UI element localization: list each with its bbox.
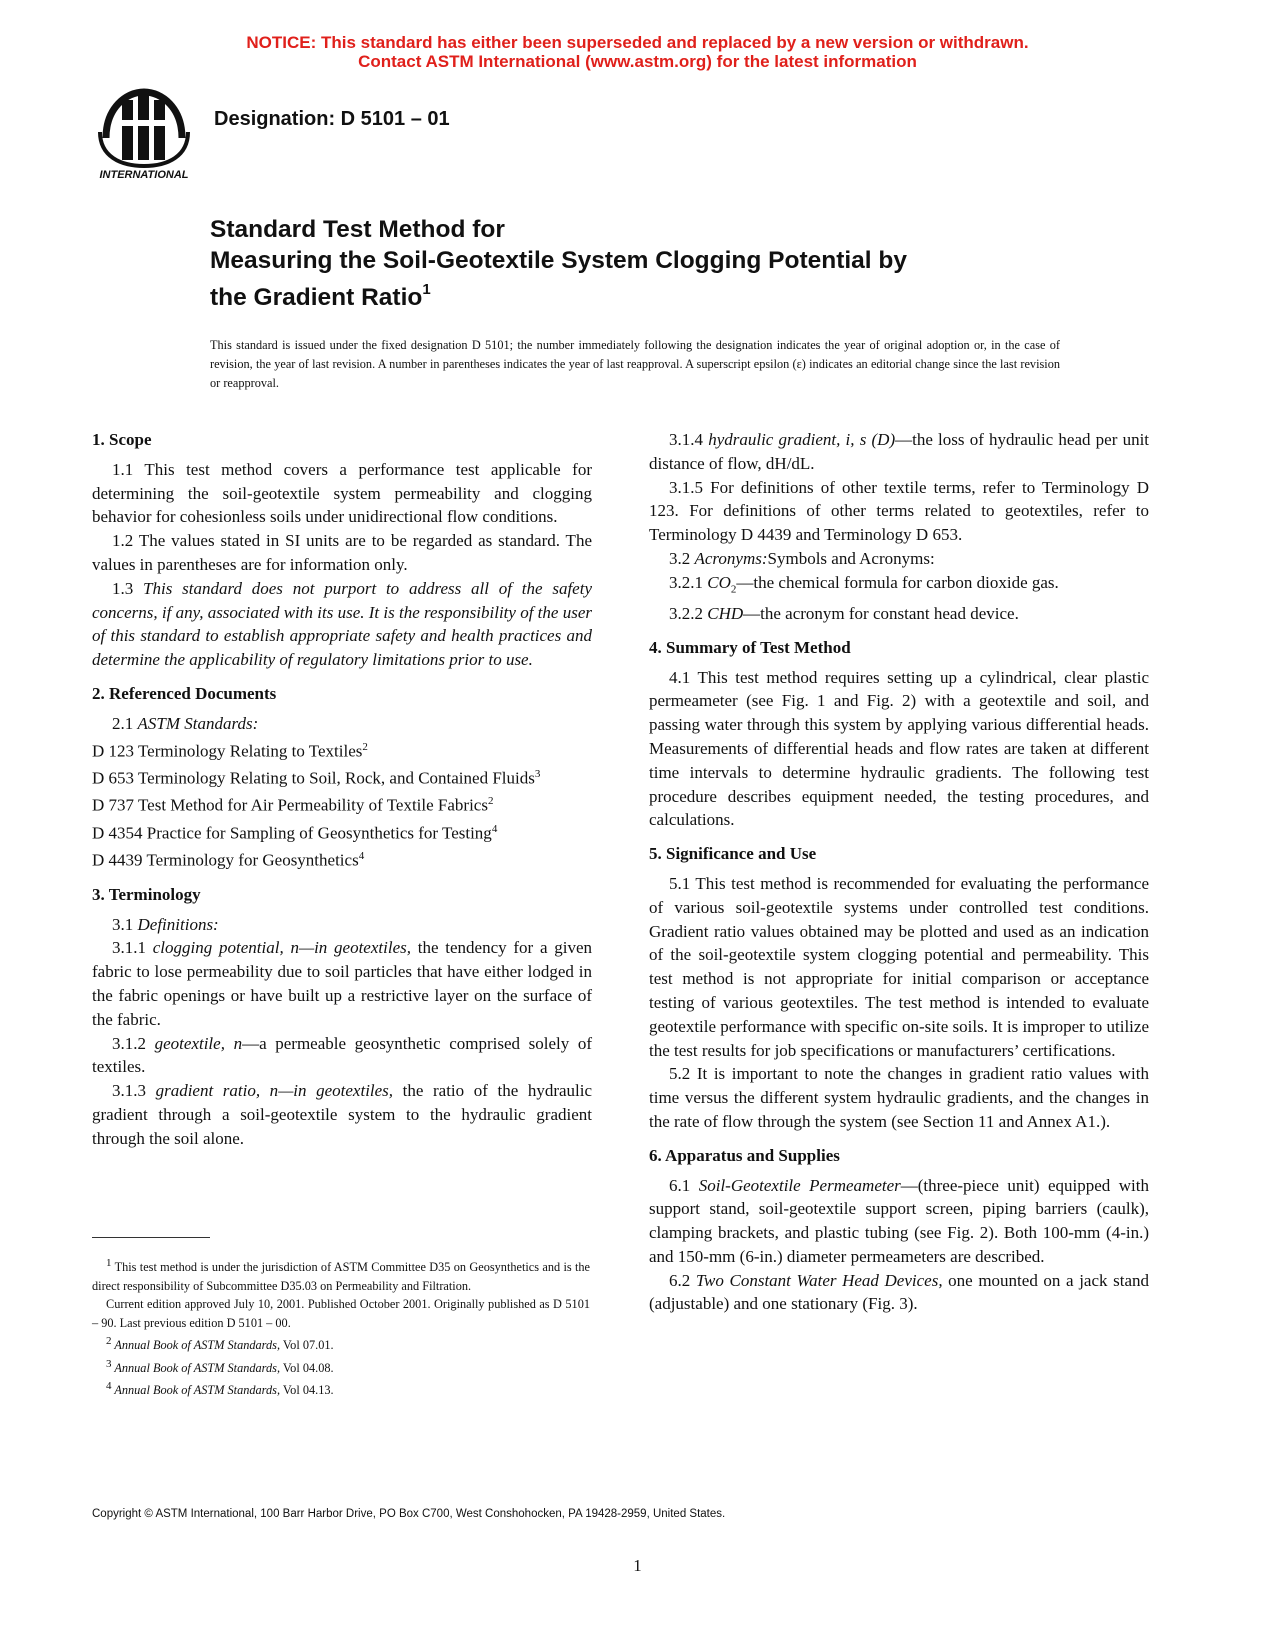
paragraph-3-2-2 xyxy=(649,602,1149,626)
para-text: Symbols and Acronyms: xyxy=(767,548,935,568)
book-title: Annual Book of ASTM Standards, xyxy=(111,1360,281,1375)
term-context: —in geotextiles, xyxy=(278,1081,394,1101)
section-heading-terminology: 3. Terminology xyxy=(92,884,201,904)
term: hydraulic gradient, i, s (D) xyxy=(708,430,896,449)
reference-d4354 xyxy=(92,818,592,845)
section-heading-apparatus: 6. Apparatus and Supplies xyxy=(649,1145,840,1165)
footnote-1-edition: Current edition approved July 10, 2001. Published October 2001. Originally published as D 5101 – 90. Last previous edition D 5101 – 00. xyxy=(92,1297,590,1330)
para-text: —a permeable geosynthetic comprised solely of textiles. xyxy=(92,1033,593,1077)
volume: Vol 04.13. xyxy=(280,1383,334,1398)
reference-text: D 4354 Practice for Sampling of Geosynthetics for Testing xyxy=(92,823,492,843)
footnote-marker: 3 xyxy=(106,1357,112,1370)
paragraph-1-3 xyxy=(92,577,592,672)
para-number: 6.2 xyxy=(669,1270,696,1290)
volume: Vol 04.08. xyxy=(280,1360,334,1375)
reference-text: D 4439 Terminology for Geosynthetics xyxy=(92,851,359,871)
right-column xyxy=(649,428,1149,1316)
para-text: the tendency for a given fabric to lose permeability due to soil particles that have either lodged in the fabric openings or have built up a restrictive layer on the surface of the fabric. xyxy=(92,938,593,1029)
para-text: —the loss of hydraulic head per unit distance of flow, dH/dL. xyxy=(649,430,1150,473)
term-context: —in geotextiles, xyxy=(298,938,411,958)
title-line-3: the Gradient Ratio xyxy=(210,284,423,312)
astm-logo xyxy=(92,86,196,182)
para-number: 3.1 xyxy=(112,914,138,934)
paragraph-3-1 xyxy=(92,913,592,937)
paragraph-6-2 xyxy=(649,1269,1149,1317)
term: clogging potential, n xyxy=(152,938,299,958)
logo-wordmark: INTERNATIONAL xyxy=(99,169,189,181)
paragraph-3-1-1 xyxy=(92,936,592,1031)
reference-text: D 737 Test Method for Air Permeability of Textile Fabrics xyxy=(92,796,488,816)
title-line-2: Measuring the Soil-Geotextile System Clogging Potential by xyxy=(210,247,907,274)
para-number: 3.1.1 xyxy=(112,938,153,958)
footnote-text: This test method is under the jurisdiction of ASTM Committee D35 on Geosynthetics and is the direct responsibility of Subcommittee D35.03 on Permeability and Filtration. xyxy=(92,1260,590,1293)
paragraph-5-1: 5.1 This test method is recommended for evaluating the performance of various soil-geotextile systems under controlled test conditions. Gradient ratio values obtained may be plotted and used as an indication of the soil-geotextile system clogging potential and permeability. This test method is not appropriate for initial comparison or acceptance testing of various geotextiles. The test method is intended to evaluate geotextile performance with specific on-site soils. It is improper to utilize the test results for job specifications or manufacturers’ certifications. xyxy=(649,873,1149,1060)
footnote-1 xyxy=(92,1254,590,1295)
footnote-2 xyxy=(92,1332,590,1355)
para-number: 6.1 xyxy=(669,1175,699,1195)
footnote-ref: 4 xyxy=(491,822,498,835)
para-number: 3.1.4 xyxy=(669,430,709,449)
para-text: —the acronym for constant head device. xyxy=(743,603,1019,623)
para-text: the ratio of the hydraulic gradient through a soil-geotextile system to the hydraulic gradient through the soil alone. xyxy=(92,1081,593,1148)
section-heading-significance: 5. Significance and Use xyxy=(649,844,817,864)
notice-line-2: Contact ASTM International (www.astm.org) for the latest information xyxy=(358,52,917,71)
footnote-ref: 4 xyxy=(358,850,365,863)
reference-d653 xyxy=(92,763,592,790)
copyright-notice: Copyright © ASTM International, 100 Barr Harbor Drive, PO Box C700, West Conshohocken, PA 19428-2959, United States. xyxy=(92,1508,726,1520)
footnotes xyxy=(92,1254,590,1400)
footnote-ref: 3 xyxy=(534,768,541,781)
footnote-ref: 2 xyxy=(487,795,494,808)
paragraph-4-1: 4.1 This test method requires setting up a cylindrical, clear plastic permeameter (see Fig. 1 and Fig. 2) with a geotextile and soil, and passing water through this system by applying various differential heads. Measurements of differential heads and flow rates are taken at different time intervals to determine hydraulic gradients. The following test procedure describes equipment needed, the testing procedures, and calculations. xyxy=(649,667,1149,830)
title-line-1: Standard Test Method for xyxy=(210,216,505,243)
notice-line-1: NOTICE: This standard has either been superseded and replaced by a new version or withdrawn. xyxy=(246,33,1029,52)
term: gradient ratio, n xyxy=(155,1081,279,1101)
book-title: Annual Book of ASTM Standards, xyxy=(111,1383,281,1398)
term: CO xyxy=(707,572,731,592)
reference-d123 xyxy=(92,736,592,763)
document-title xyxy=(210,214,1110,313)
para-text: one mounted on a jack stand (adjustable) and one stationary (Fig. 3). xyxy=(649,1270,1149,1314)
book-title: Annual Book of ASTM Standards, xyxy=(111,1338,281,1353)
para-text: Definitions: xyxy=(137,914,219,934)
section-heading-summary: 4. Summary of Test Method xyxy=(649,637,851,657)
footnote-3 xyxy=(92,1355,590,1378)
term: Two Constant Water Head Devices, xyxy=(695,1270,943,1290)
page-number: 1 xyxy=(633,1556,642,1575)
para-number: 3.2.2 xyxy=(669,603,708,623)
volume: Vol 07.01. xyxy=(280,1338,334,1353)
reference-d737 xyxy=(92,790,592,817)
paragraph-3-1-2 xyxy=(92,1032,592,1080)
para-text: This standard does not purport to address all of the safety concerns, if any, associated with its use. It is the responsibility of the user of this standard to establish appropriate safety and health practices and determine the applicability of regulatory limitations prior to use. xyxy=(92,578,592,670)
paragraph-5-2: 5.2 It is important to note the changes in gradient ratio values with time versus the different system hydraulic gradients, and the changes in the rate of flow through the system (see Section 11 and Annex A1.). xyxy=(649,1064,1149,1131)
paragraph-2-1 xyxy=(92,712,592,736)
para-text: —(three-piece unit) equipped with support stand, soil-geotextile support screen, piping barriers (caulk), clamping brackets, and plastic tubing (see Fig. 2). Both 100-mm (4-in.) and 150-mm (6-in.) diameter permeameters are described. xyxy=(649,1175,1149,1266)
notice-banner xyxy=(0,33,1275,71)
para-number: 2.1 xyxy=(112,713,138,733)
term: CHD xyxy=(707,603,744,623)
paragraph-3-1-3 xyxy=(92,1079,592,1150)
para-number: 3.1.2 xyxy=(112,1033,155,1053)
designation: Designation: D 5101 – 01 xyxy=(214,108,450,130)
term: Soil-Geotextile Permeameter xyxy=(698,1175,901,1195)
para-number: 3.1.3 xyxy=(112,1081,156,1101)
paragraph-1-2: 1.2 The values stated in SI units are to be regarded as standard. The values in parentheses are for information only. xyxy=(92,531,592,574)
reference-text: D 653 Terminology Relating to Soil, Rock, and Contained Fluids xyxy=(92,768,535,788)
paragraph-3-2-1 xyxy=(649,571,1149,602)
left-column xyxy=(92,428,592,1151)
para-number: 1.3 xyxy=(112,578,144,598)
para-number: 3.2 xyxy=(669,548,695,568)
footnote-marker: 4 xyxy=(106,1380,112,1393)
paragraph-6-1 xyxy=(649,1174,1149,1269)
footnote-ref: 2 xyxy=(362,740,368,753)
section-heading-referenced-documents: 2. Referenced Documents xyxy=(92,683,277,703)
issue-note: This standard is issued under the fixed designation D 5101; the number immediately following the designation indicates the year of original adoption or, in the case of revision, the year of last revision. A number in parentheses indicates the year of last reapproval. A superscript epsilon (ε) indicates an editorial change since the last revision or reapproval. xyxy=(210,338,1060,390)
paragraph-3-1-5: 3.1.5 For definitions of other textile terms, refer to Terminology D 123. For definitions of other terms related to geotextiles, refer to Terminology D 4439 and Terminology D 653. xyxy=(649,477,1149,545)
para-text: ASTM Standards: xyxy=(137,713,259,733)
astm-logo-icon xyxy=(92,86,196,182)
paragraph-1-1: 1.1 This test method covers a performance test applicable for determining the soil-geotextile system permeability and clogging behavior for cohesionless soils under unidirectional flow conditions. xyxy=(92,459,592,527)
footnote-marker: 2 xyxy=(106,1335,112,1348)
footnote-marker: 1 xyxy=(106,1257,112,1269)
footnote-4 xyxy=(92,1377,590,1400)
footnote-divider xyxy=(92,1237,210,1238)
term: Acronyms: xyxy=(694,548,768,568)
para-text: —the chemical formula for carbon dioxide gas. xyxy=(736,572,1059,592)
paragraph-3-2 xyxy=(649,547,1149,571)
para-number: 3.2.1 xyxy=(669,572,708,592)
reference-text: D 123 Terminology Relating to Textiles xyxy=(92,741,363,761)
term-subscript: 2 xyxy=(730,583,737,596)
section-heading-scope: 1. Scope xyxy=(92,430,152,449)
title-footnote-ref: 1 xyxy=(422,281,431,298)
reference-d4439 xyxy=(92,845,592,872)
paragraph-3-1-4 xyxy=(649,428,1149,476)
term: geotextile, n xyxy=(154,1033,243,1053)
